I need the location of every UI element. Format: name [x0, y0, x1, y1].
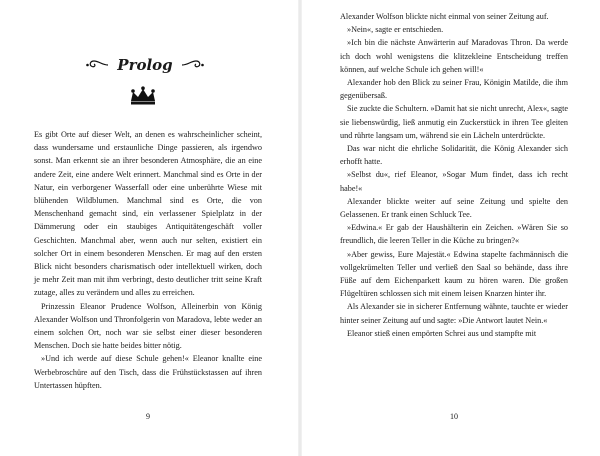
paragraph: Es gibt Orte auf dieser Welt, an denen es wahrscheinlicher scheint, dass wundersame und erstaunliche Dinge passieren, als irgendwo sonst. Man erkennt sie an ihrer besonderen Atmosphäre, die an eine andere Zeit, eine andere Welt erinnert. Manchmal sind es Orte in der Natur, ein verborgener Wasserfall oder eine unberührte Wiese mit blühenden Wildblumen. Manchmal sind es Orte, die von Menschenhand gemacht sind, ein verlassener Spielplatz in der Dämmerung oder ein staubiges Antiquitätengeschäft voller Geschichten. Manchmal aber, wenn auch nur selten, existiert ein solcher Ort in einem besonderen Menschen. Er mag auf den ersten Blick nicht besonders charismatisch oder intellektuell wirken, doch je mehr Zeit man mit ihm verbringt, desto deutlicher tritt seine Kraft zutage, alles zu verändern und alles zu erreichen. — [34, 130, 262, 298]
paragraph: Das war nicht die ehrliche Solidarität, die König Alexander sich erhofft hatte. — [340, 144, 568, 167]
left-page — [0, 0, 298, 456]
chapter-title: Prolog — [117, 56, 173, 75]
page-number: 9 — [146, 412, 150, 421]
paragraph: »Ich bin die nächste Anwärterin auf Maradovas Thron. Da werde ich doch wohl wenigstens die klitzekleine Entscheidung treffen können, auf welche Schule ich gehen will!« — [340, 38, 568, 74]
paragraph: »Edwina.« Er gab der Haushälterin ein Zeichen. »Wären Sie so freundlich, die leeren Teller in die Küche zu bringen?« — [340, 223, 568, 246]
paragraph: Sie zuckte die Schultern. »Damit hat sie nicht unrecht, Alex«, sagte sie liebenswürdig, ließ anmutig ein Zuckerstück in ihren Tee gleiten und rührte langsam um, während sie ein Lächeln unterdrückte. — [340, 104, 568, 140]
flourish-left-icon — [85, 59, 109, 71]
chapter-heading — [80, 56, 210, 74]
paragraph: Als Alexander sie in sicherer Entfernung wähnte, tauchte er wieder hinter seiner Zeitung auf und sagte: »Die Antwort lautet Nein.« — [340, 302, 568, 325]
right-page-text — [340, 10, 568, 340]
paragraph: Alexander blickte weiter auf seine Zeitung und spielte den Gelassenen. Er trank einen Schluck Tee. — [340, 196, 568, 220]
paragraph: Alexander Wolfson blickte nicht einmal von seiner Zeitung auf. — [340, 12, 549, 21]
paragraph: »Nein«, sagte er entschieden. — [347, 25, 444, 35]
paragraph: »Und ich werde auf diese Schule gehen!« Eleanor knallte eine Werbebroschüre auf den Tisch, dass die Frühstückstassen auf ihren Untertassen hüpften. — [34, 354, 262, 390]
paragraph: »Selbst du«, rief Eleanor, »Sogar Mum findet, dass ich recht habe!« — [340, 170, 568, 193]
crown-icon — [128, 86, 158, 106]
paragraph: Prinzessin Eleanor Prudence Wolfson, Alleinerbin von König Alexander Wolfson und Thronfolgerin von Maradova, lebte weder an einem solchen Ort, noch war sie selbst einer dieser besonderen Menschen. Doch sie hatte beides bitter nötig. — [34, 301, 262, 351]
flourish-right-icon — [181, 59, 205, 71]
page-number: 10 — [450, 412, 458, 421]
paragraph: »Aber gewiss, Eure Majestät.« Edwina stapelte fachmännisch die vollgekrümelten Teller und verließ den Saal so behände, dass ihre Füße auf dem Eichenparkett kaum zu hören waren. Die großen Flügeltüren schlossen sich mit einem leisen Knarzen hinter ihr. — [340, 249, 568, 299]
paragraph: Eleanor stieß einen empörten Schrei aus und stampfte mit — [347, 328, 537, 338]
paragraph: Alexander hob den Blick zu seiner Frau, Königin Matilde, die ihm gegenübersaß. — [340, 78, 568, 101]
left-page-text — [34, 128, 262, 392]
